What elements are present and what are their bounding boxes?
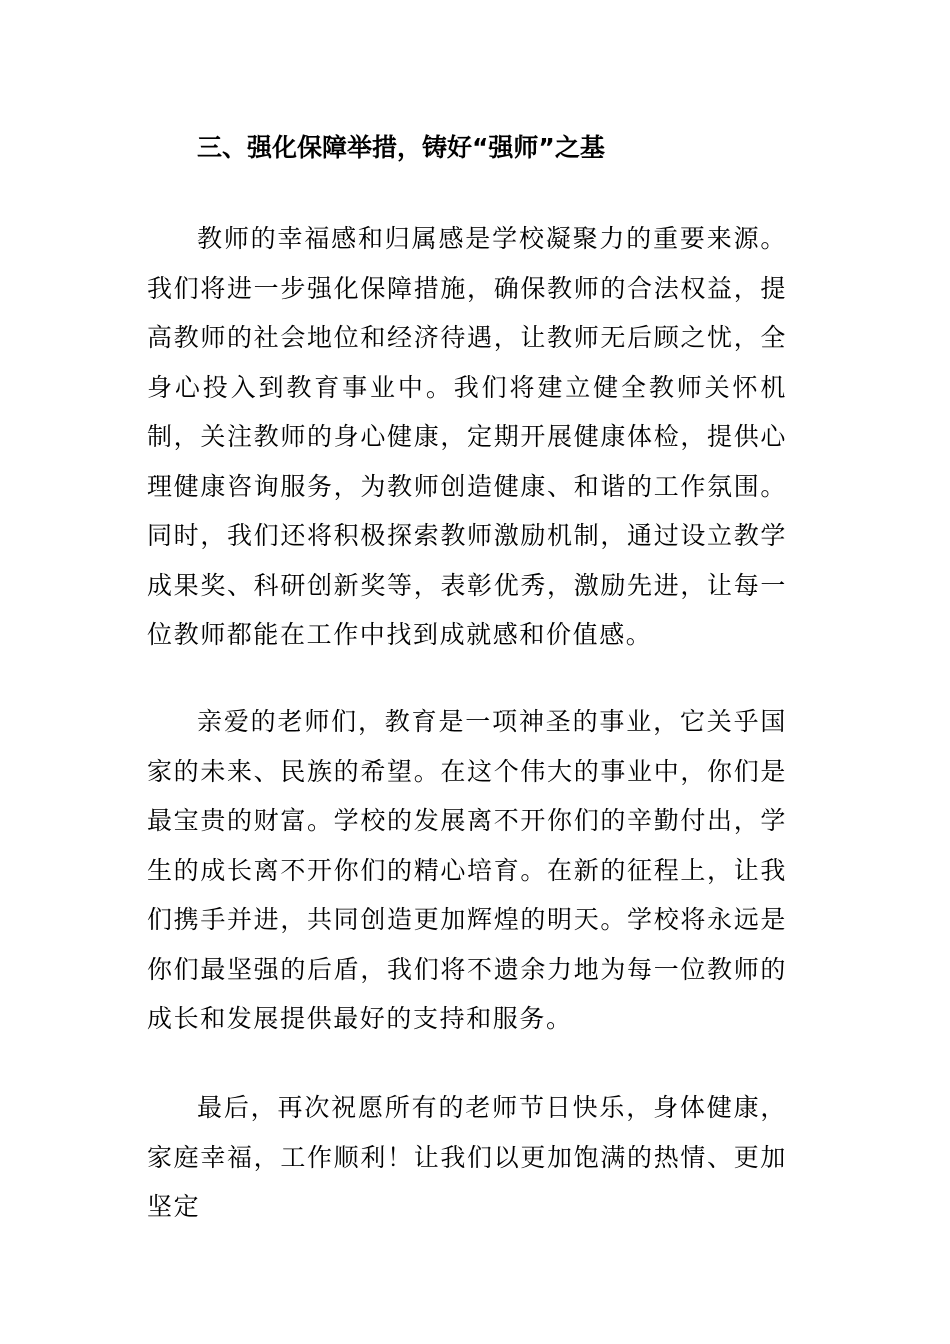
section-heading: 三、强化保障举措，铸好“强师”之基 bbox=[197, 133, 605, 162]
paragraph-closing-wishes: 最后，再次祝愿所有的老师节日快乐，身体健康，家庭幸福，工作顺利！让我们以更加饱满的热情、更加坚定 bbox=[147, 1093, 787, 1221]
paragraph-teacher-welfare: 教师的幸福感和归属感是学校凝聚力的重要来源。我们将进一步强化保障措施，确保教师的合法权益，提高教师的社会地位和经济待遇，让教师无后顾之忧，全身心投入到教育事业中。我们将建立健全教师关怀机制，关注教师的身心健康，定期开展健康体检，提供心理健康咨询服务，为教师创造健康、和谐的工作氛围。同时，我们还将积极探索教师激励机制，通过设立教学成果奖、科研创新奖等，表彰优秀，激励先进，让每一位教师都能在工作中找到成就感和价值感。 bbox=[147, 224, 787, 649]
paragraph-address-teachers: 亲爱的老师们，教育是一项神圣的事业，它关乎国家的未来、民族的希望。在这个伟大的事业中，你们是最宝贵的财富。学校的发展离不开你们的辛勤付出，学生的成长离不开你们的精心培育。在新的征程上，让我们携手并进，共同创造更加辉煌的明天。学校将永远是你们最坚强的后盾，我们将不遗余力地为每一位教师的成长和发展提供最好的支持和服务。 bbox=[147, 707, 787, 1033]
